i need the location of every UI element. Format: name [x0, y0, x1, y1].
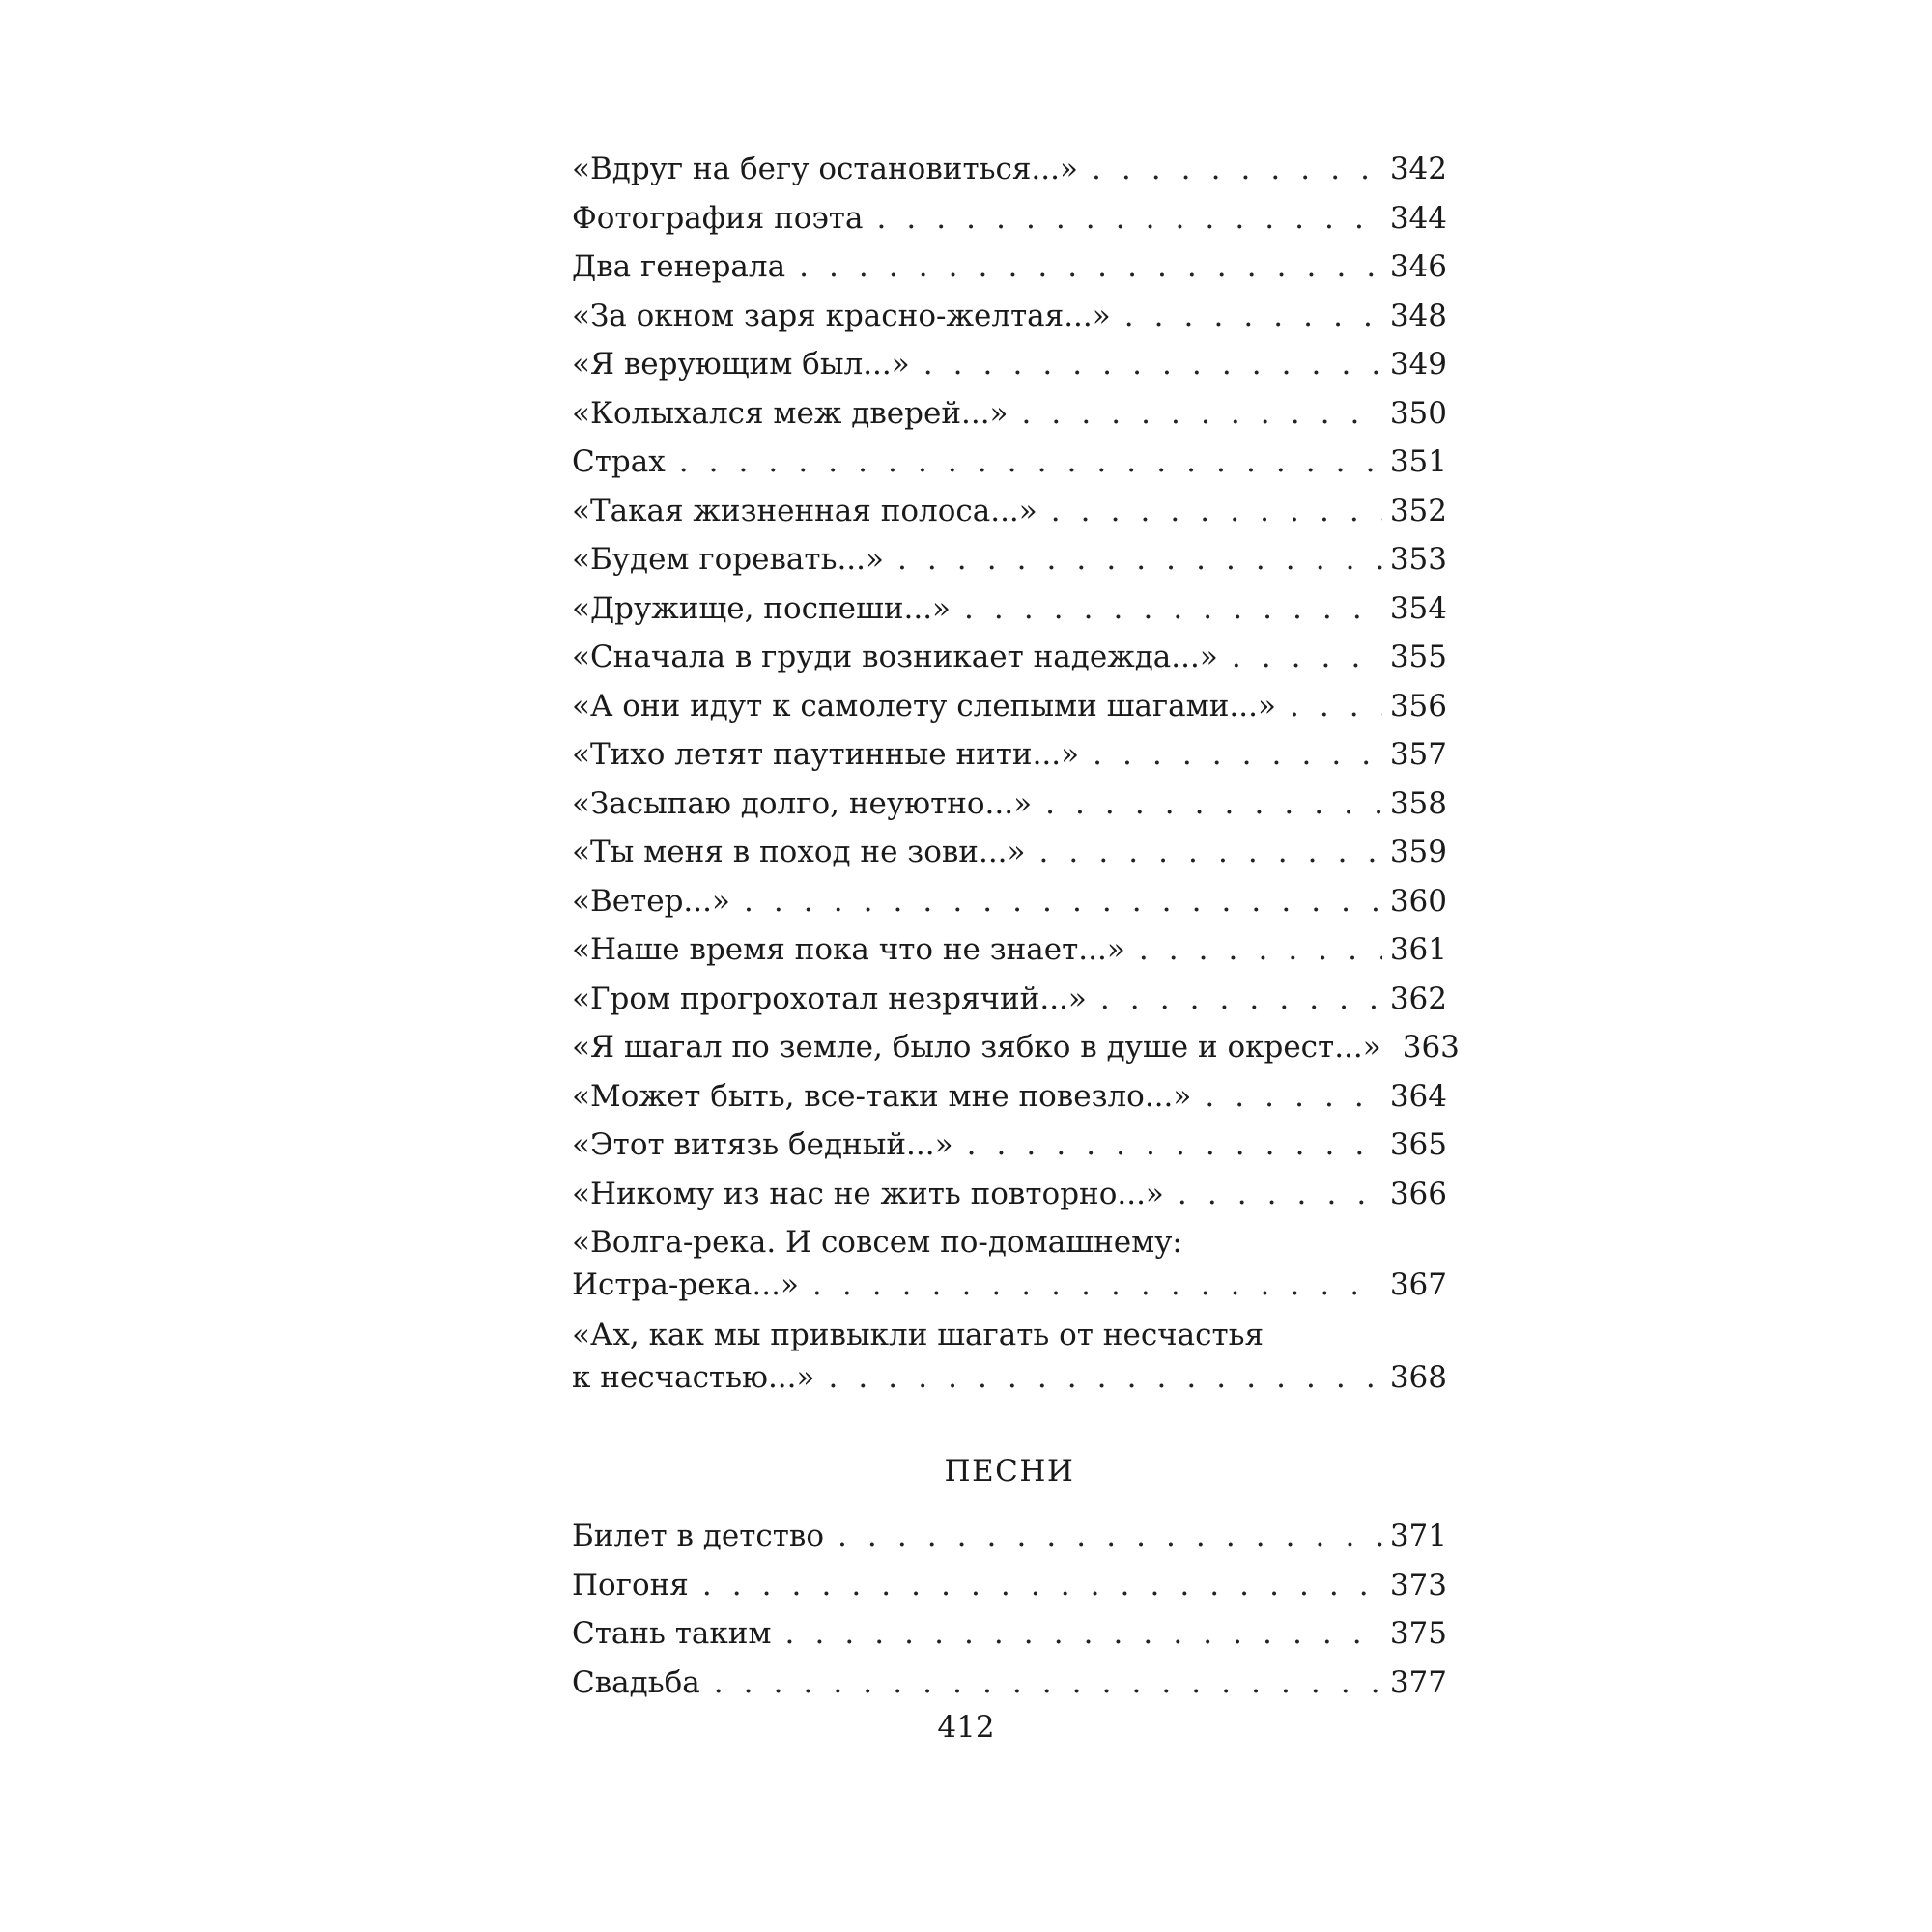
toc-entry	[572, 487, 1447, 536]
toc-entry	[572, 925, 1447, 975]
entry-page-number: 367	[1389, 1267, 1447, 1302]
toc-entry	[572, 535, 1447, 584]
dot-leader	[1139, 932, 1382, 967]
dot-leader	[964, 591, 1382, 626]
entry-title: «Дружище, поспеши...»	[572, 590, 952, 626]
entry-page-number: 349	[1389, 347, 1447, 383]
entry-title: «Гром прогрохотал незрячий...»	[572, 980, 1087, 1016]
entry-page-number: 366	[1389, 1176, 1447, 1211]
dot-leader	[1092, 152, 1382, 186]
dot-leader	[1022, 396, 1382, 431]
entry-page-number: 375	[1389, 1616, 1447, 1652]
entry-last-line	[572, 1263, 1447, 1307]
toc-entry	[572, 1561, 1447, 1610]
entry-title: «Такая жизненная полоса...»	[572, 493, 1037, 528]
dot-leader	[838, 1519, 1382, 1553]
toc-entry	[572, 877, 1447, 926]
entry-page-number: 353	[1389, 542, 1447, 578]
entry-title: «Сначала в груди возникает надежда...»	[572, 639, 1218, 675]
dot-leader	[1124, 298, 1382, 333]
entry-page-number: 373	[1389, 1567, 1447, 1603]
dot-leader	[1051, 494, 1382, 528]
entry-title: «Наше время пока что не знает...»	[572, 932, 1125, 968]
entry-page-number: 350	[1389, 395, 1447, 431]
dot-leader	[1178, 1177, 1382, 1211]
entry-page-number: 364	[1389, 1078, 1447, 1114]
entry-title: Фотография поэта	[572, 200, 864, 236]
dot-leader	[897, 542, 1382, 577]
toc-entry	[572, 828, 1447, 877]
entry-page-number: 342	[1389, 152, 1447, 187]
toc-entry	[572, 584, 1447, 634]
toc-entry	[572, 1512, 1447, 1561]
dot-leader	[1039, 835, 1382, 869]
toc-entry	[572, 292, 1447, 341]
entry-page-number: 358	[1389, 785, 1447, 821]
entry-page-number: 356	[1389, 688, 1447, 724]
table-of-contents	[572, 145, 1460, 1707]
dot-leader	[1093, 737, 1382, 772]
toc-entry	[572, 730, 1447, 780]
entry-title: «Тихо летят паутинные нити...»	[572, 737, 1080, 773]
entry-title-line-2: к несчастью...»	[572, 1360, 815, 1395]
toc-entry	[572, 1659, 1447, 1708]
toc-entry	[572, 1170, 1447, 1219]
entry-title: «Вдруг на бегу остановиться...»	[572, 152, 1078, 187]
entry-title-line-1: «Волга-река. И совсем по-домашнему:	[572, 1225, 1182, 1260]
toc-entry	[572, 1072, 1447, 1122]
entry-page-number: 351	[1389, 444, 1447, 480]
toc-entry-multiline	[572, 1311, 1447, 1404]
entry-page-number: 362	[1389, 980, 1447, 1016]
entry-title: «А они идут к самолету слепыми шагами...»	[572, 688, 1276, 724]
dot-leader	[1205, 1079, 1381, 1114]
entry-title: «Ветер...»	[572, 883, 730, 919]
entry-title: «За окном заря красно-желтая...»	[572, 298, 1111, 333]
dot-leader	[785, 1616, 1382, 1651]
dot-leader	[679, 444, 1382, 479]
entry-page-number: 377	[1389, 1664, 1447, 1700]
toc-entry-multiline	[572, 1218, 1447, 1311]
entry-page-number: 355	[1389, 639, 1447, 675]
entry-page-number: 368	[1389, 1360, 1447, 1395]
page-number: 412	[937, 1710, 995, 1745]
toc-entry	[572, 682, 1447, 731]
entry-page-number: 360	[1389, 883, 1447, 919]
toc-entry	[572, 194, 1447, 243]
entry-title: «Засыпаю долго, неуютно...»	[572, 785, 1033, 821]
entry-title: Погоня	[572, 1567, 689, 1603]
entry-title: «Этот витязь бедный...»	[572, 1127, 953, 1163]
entry-title: «Я шагал по земле, было зябко в душе и окрест...»	[572, 1030, 1381, 1065]
toc-list	[572, 145, 1460, 1404]
section-heading-songs: ПЕСНИ	[944, 1454, 1075, 1489]
entry-page-number: 363	[1402, 1030, 1460, 1065]
entry-page-number: 348	[1389, 298, 1447, 333]
entry-title: Билет в детство	[572, 1519, 825, 1554]
entry-title-line-1: «Ах, как мы привыкли шагать от несчастья	[572, 1318, 1264, 1352]
entry-page-number: 354	[1389, 590, 1447, 626]
dot-leader	[1045, 786, 1382, 821]
dot-leader	[799, 249, 1382, 284]
songs-list	[572, 1512, 1447, 1707]
toc-entry	[572, 1609, 1447, 1659]
entry-title: «Может быть, все-таки мне повезло...»	[572, 1078, 1192, 1114]
dot-leader	[714, 1665, 1382, 1700]
entry-title-line-2: Истра-река...»	[572, 1267, 799, 1302]
dot-leader	[1290, 689, 1382, 724]
toc-entry	[572, 975, 1447, 1024]
entry-title: Два генерала	[572, 249, 786, 285]
toc-entry	[572, 438, 1447, 487]
entry-title: «Я верующим был...»	[572, 347, 910, 383]
entry-title: Стань таким	[572, 1616, 772, 1652]
entry-last-line	[572, 1355, 1447, 1400]
dot-leader	[828, 1360, 1381, 1395]
dot-leader	[744, 884, 1382, 919]
toc-entry	[572, 780, 1447, 829]
entry-title: «Колыхался меж дверей...»	[572, 395, 1009, 431]
entry-page-number: 361	[1389, 932, 1447, 968]
entry-title: «Никому из нас не жить повторно...»	[572, 1176, 1164, 1211]
toc-entry	[572, 1023, 1460, 1072]
dot-leader	[702, 1568, 1382, 1603]
toc-entry	[572, 340, 1447, 389]
entry-page-number: 346	[1389, 249, 1447, 285]
entry-title: Свадьба	[572, 1664, 700, 1700]
entry-page-number: 365	[1389, 1127, 1447, 1163]
entry-page-number: 371	[1389, 1519, 1447, 1554]
toc-entry	[572, 1121, 1447, 1170]
dot-leader	[876, 201, 1381, 236]
toc-entry	[572, 145, 1447, 194]
toc-entry	[572, 389, 1447, 439]
dot-leader	[923, 347, 1382, 382]
dot-leader	[1232, 639, 1382, 674]
entry-page-number: 352	[1389, 493, 1447, 528]
dot-leader	[967, 1127, 1382, 1162]
entry-page-number: 359	[1389, 835, 1447, 870]
entry-page-number: 344	[1389, 200, 1447, 236]
dot-leader	[812, 1267, 1382, 1302]
toc-entry	[572, 242, 1447, 292]
entry-page-number: 357	[1389, 737, 1447, 773]
toc-entry	[572, 633, 1447, 682]
entry-title: Страх	[572, 444, 666, 480]
entry-title: «Будем горевать...»	[572, 542, 884, 578]
entry-title: «Ты меня в поход не зови...»	[572, 835, 1026, 870]
dot-leader	[1100, 981, 1382, 1016]
